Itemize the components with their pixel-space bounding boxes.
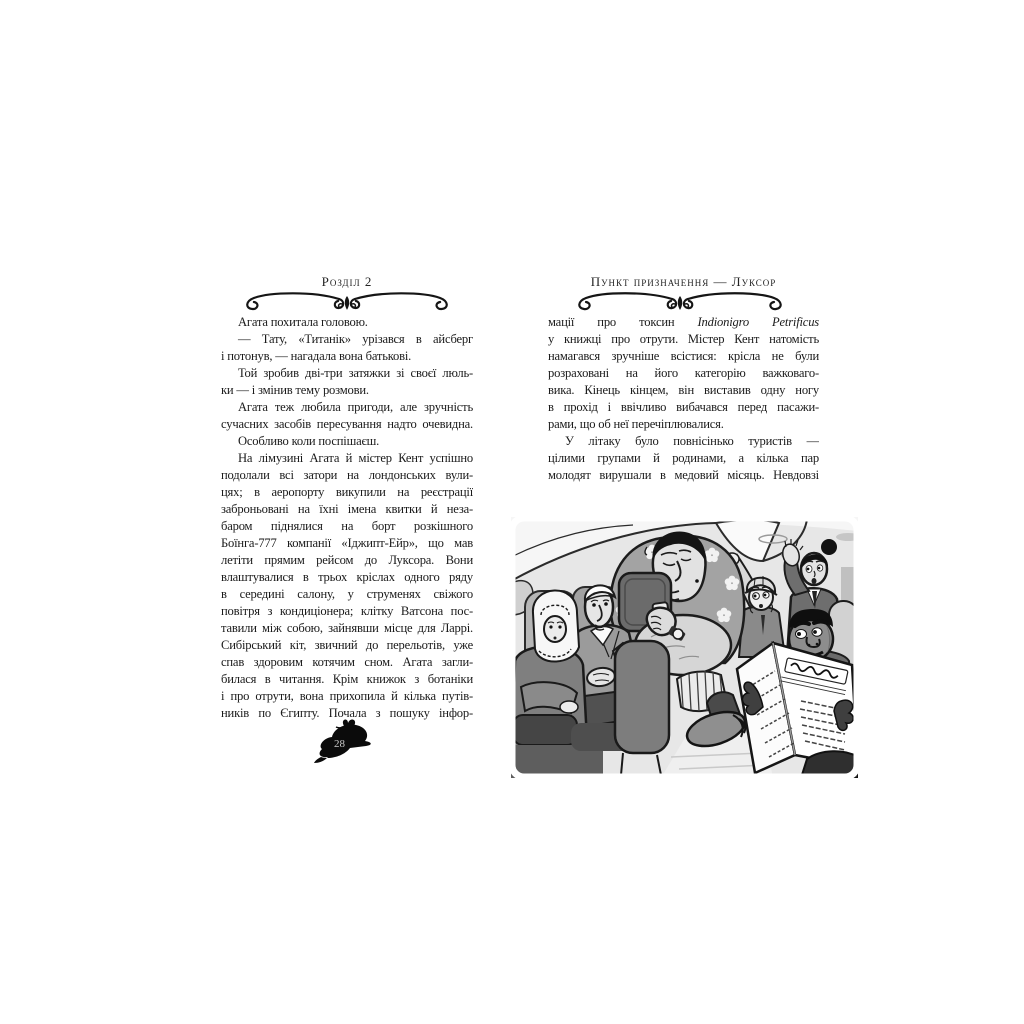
text-line	[548, 416, 819, 433]
text-segment: — Тату, «Титанік» урізався в айсберг	[238, 332, 473, 346]
text-segment: Боїнга-777 компанії «Іджипт-Ейр», що мав	[221, 536, 473, 550]
text-line	[221, 331, 473, 348]
text-segment: Indionigro Petrificus	[697, 315, 819, 329]
text-line	[221, 620, 473, 637]
text-line	[221, 467, 473, 484]
text-segment: заброньовані на їхні імена квитки й неза-	[221, 502, 473, 516]
text-line	[548, 382, 819, 399]
text-segment: молодят вирушали в медовий місяць. Невдовзі	[548, 468, 819, 482]
text-segment: Той зробив дві-три затяжки зі своєї люль-	[238, 366, 473, 380]
text-segment: На лімузині Агата й містер Кент успішно	[238, 451, 473, 465]
text-line	[548, 365, 819, 382]
mouse-page-marker-icon	[314, 718, 374, 764]
text-line	[548, 433, 819, 450]
text-line	[221, 688, 473, 705]
text-segment: рами, що об неї перечіплювалися.	[548, 417, 724, 431]
text-segment: в прохід і ввічливо вибачався перед пасажи-	[548, 400, 819, 414]
text-segment: сучасних засобів пересування надто очевидна.	[221, 417, 473, 431]
text-segment: в середині салону, у струменях свіжого	[221, 587, 473, 601]
text-segment: мації про токсин	[548, 315, 698, 329]
text-line	[548, 331, 819, 348]
text-line	[221, 348, 473, 365]
text-segment: розраховані на його категорію важковаго-	[548, 366, 819, 380]
text-segment: повітря з кондиціонера; клітку Ватсона пос-	[221, 604, 473, 618]
text-line	[548, 467, 819, 484]
text-line	[221, 552, 473, 569]
text-segment: у книжці про отрути. Містер Кент натомість	[548, 332, 819, 346]
text-segment: ки — і змінив тему розмови.	[221, 383, 369, 397]
text-line	[548, 399, 819, 416]
text-segment: подолали всі затори на лондонських вули-	[221, 468, 473, 482]
text-line	[221, 603, 473, 620]
text-line	[221, 416, 473, 433]
flourish-divider-icon	[240, 289, 454, 313]
left-page-text	[221, 314, 473, 722]
text-line	[221, 365, 473, 382]
text-segment: цілими групами й родинами, а кілька пар	[548, 451, 819, 465]
text-segment: ників по Єгипту. Почала з пошуку інфор-	[221, 706, 473, 720]
text-line	[221, 382, 473, 399]
text-segment: Сибірський кіт, звичний до перельотів, уже	[221, 638, 473, 652]
text-segment: Особливо коли поспішаєш.	[238, 434, 380, 448]
text-segment: і потонув, — нагадала вона батькові.	[221, 349, 412, 363]
text-segment: влаштувалися в трьох кріслах одного ряду	[221, 570, 473, 584]
left-page-header: Розділ 2	[321, 274, 373, 289]
text-segment: намагався зручніше всістися: крісла не були	[548, 349, 819, 363]
text-line	[221, 314, 473, 331]
text-segment: Агата теж любила пригоди, але зручність	[238, 400, 473, 414]
text-line	[548, 348, 819, 365]
text-line	[221, 484, 473, 501]
text-segment: У літаку було повнісінько туристів —	[565, 434, 819, 448]
text-line	[221, 637, 473, 654]
text-segment: билася в читання. Крім книжок з ботаніки	[221, 672, 473, 686]
page-number: 28	[334, 738, 345, 750]
text-line	[221, 671, 473, 688]
text-line	[221, 399, 473, 416]
right-page-text	[548, 314, 819, 484]
text-segment: баром піднялися на борт розкішного	[221, 519, 473, 533]
airplane-cabin-illustration	[511, 517, 858, 778]
text-line	[221, 586, 473, 603]
text-line	[221, 433, 473, 450]
text-line	[221, 450, 473, 467]
text-segment: вика. Кінець кінцем, він виставив одну ногу	[548, 383, 819, 397]
text-line	[548, 314, 819, 331]
right-page-header: Пункт призначення — Луксор	[590, 274, 777, 289]
text-line	[221, 654, 473, 671]
text-segment: спав здоровим котячим сном. Агата загли-	[221, 655, 473, 669]
text-segment: тавили між собою, зайнявши місце для Ларрі.	[221, 621, 473, 635]
text-line	[221, 501, 473, 518]
text-line	[221, 535, 473, 552]
text-line	[548, 450, 819, 467]
text-line	[221, 518, 473, 535]
text-segment: цях; в аеропорту викупили на реєстрації	[221, 485, 473, 499]
text-line	[221, 569, 473, 586]
text-segment: летіти прямим рейсом до Луксора. Вони	[221, 553, 473, 567]
text-segment: Агата похитала головою.	[238, 315, 368, 329]
text-segment: і про отрути, вона прихопила й кілька путів-	[221, 689, 473, 703]
flourish-divider-icon	[566, 289, 794, 313]
